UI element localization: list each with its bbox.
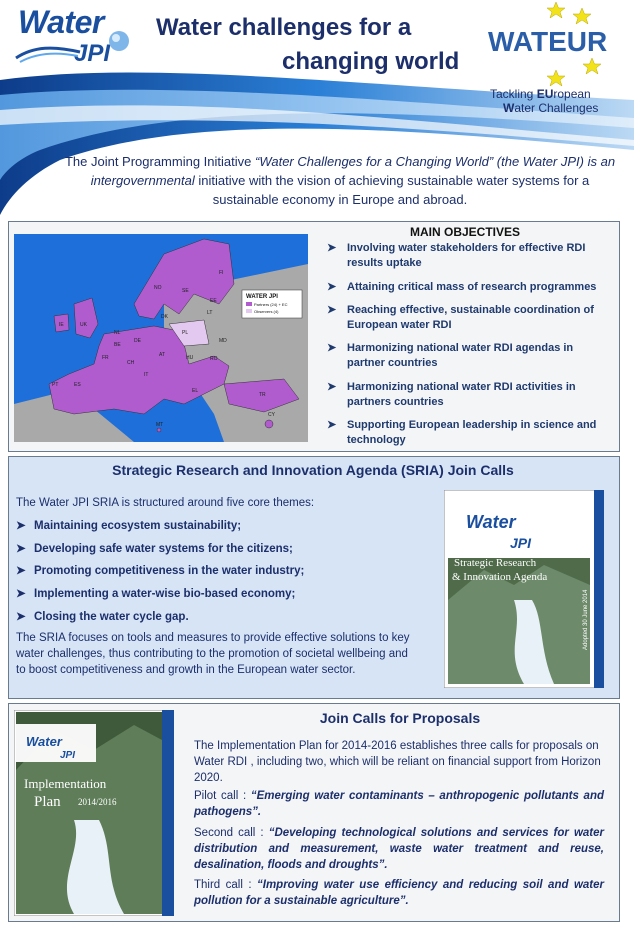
arrow-bullet-icon: ➤ [327, 304, 337, 316]
sria-theme-text: Developing safe water systems for the citizens; [34, 543, 293, 555]
map-country-label: MT [156, 422, 164, 428]
sria-theme-text: Promoting competitiveness in the water industry; [34, 565, 305, 577]
impl-cover-title2: Plan [34, 794, 61, 810]
third-call-label: Third call : [194, 879, 258, 891]
sria-cover-date: Adopted 30 June 2014 [583, 589, 589, 650]
tagline-text-3: ater Challenges [514, 101, 599, 115]
arrow-bullet-icon: ➤ [327, 381, 337, 393]
sria-cover-logo: Water [466, 512, 516, 532]
sria-theme-text: Closing the water cycle gap. [34, 611, 189, 623]
third-call [194, 877, 604, 909]
logo-jpi-text: JPI [74, 40, 111, 67]
map-legend-observers: Observers (4) [254, 309, 279, 314]
map-country-label: RO [210, 356, 218, 362]
sria-cover-title1: Strategic Research [454, 557, 537, 569]
objective-item [327, 303, 612, 333]
objective-item [327, 341, 612, 371]
sria-theme [16, 563, 304, 577]
objective-text: Involving water stakeholders for effective RDI results uptake [347, 242, 586, 269]
map-country-label: NL [114, 330, 121, 336]
sria-theme-text: Implementing a water-wise bio-based economy; [34, 588, 296, 600]
sria-theme [16, 518, 241, 532]
intro-paragraph [60, 152, 620, 209]
sria-title: Strategic Research and Innovation Agenda (SRIA) Join Calls [112, 462, 514, 478]
map-country-label: IE [59, 322, 64, 328]
objective-text: Reaching effective, sustainable coordination of European water RDI [347, 304, 594, 331]
arrow-bullet-icon: ➤ [16, 588, 26, 600]
arrow-bullet-icon: ➤ [16, 543, 26, 555]
pilot-call [194, 788, 604, 820]
europe-map [14, 234, 308, 442]
map-country-label: HU [186, 355, 194, 361]
arrow-bullet-icon: ➤ [16, 520, 26, 532]
map-country-label: FR [102, 355, 109, 361]
map-country-label: TR [259, 392, 266, 398]
sria-intro: The Water JPI SRIA is structured around five core themes: [16, 497, 315, 509]
tagline-text-1: Tackling [490, 87, 537, 101]
arrow-bullet-icon: ➤ [327, 342, 337, 354]
intro-text-2: initiative with the vision of achieving sustainable water systems for a sustainable economy in Europe and abroad. [194, 173, 590, 207]
map-country-label: UK [80, 322, 87, 328]
page-title-line1: Water challenges for a [156, 14, 412, 41]
objective-text: Supporting European leadership in science and technology [347, 419, 597, 446]
arrow-bullet-icon: ➤ [327, 419, 337, 431]
sria-theme [16, 541, 293, 555]
sria-theme [16, 586, 295, 600]
arrow-bullet-icon: ➤ [16, 565, 26, 577]
sria-cover-image [444, 490, 604, 688]
map-country-label: CH [127, 360, 135, 366]
objective-text: Attaining critical mass of research programmes [347, 281, 597, 293]
impl-cover-title1: Implementation [24, 776, 107, 791]
impl-cover-years: 2014/2016 [78, 797, 117, 807]
map-country-label: MD [219, 338, 227, 344]
wave-swoosh-icon [14, 42, 84, 64]
map-country-label: LT [207, 310, 213, 316]
map-country-label: EL [192, 388, 199, 394]
arrow-bullet-icon: ➤ [327, 281, 337, 293]
impl-cover-jpi: JPI [60, 750, 76, 761]
objective-text: Harmonizing national water RDI agendas in partner countries [347, 342, 574, 369]
intro-italic: “Water Challenges for a Changing World” (the Water JPI) is an intergovernmental [90, 154, 616, 188]
globe-icon [108, 30, 130, 52]
map-country-label: SE [182, 288, 189, 294]
objective-item [327, 280, 612, 295]
logo-water-text: Water [18, 4, 104, 40]
map-country-label: PT [52, 382, 59, 388]
calls-title: Join Calls for Proposals [319, 710, 481, 726]
map-country-label: AT [159, 352, 166, 358]
pilot-call-label: Pilot call : [194, 790, 251, 802]
objective-item [327, 380, 612, 410]
objective-text: Harmonizing national water RDI activities in partners countries [347, 381, 576, 408]
map-country-label: NO [154, 285, 162, 291]
map-country-label: EE [210, 298, 217, 304]
map-country-label: DE [134, 338, 141, 344]
wateur-tagline-2 [503, 101, 598, 115]
second-call-label: Second call : [194, 827, 269, 839]
map-country-label: BE [114, 342, 121, 348]
water-jpi-logo [14, 4, 134, 74]
sria-theme-text: Maintaining ecosystem sustainability; [34, 520, 242, 532]
intro-text-1: The Joint Programming Initiative [64, 154, 255, 169]
impl-cover-logo: Water [26, 734, 62, 749]
map-country-label: ES [74, 382, 81, 388]
map-country-label: PL [182, 330, 189, 336]
sria-cover-title2: & Innovation Agenda [452, 571, 548, 583]
map-country-label: CY [268, 412, 275, 418]
map-country-label: FI [219, 270, 224, 276]
map-legend-title: WATER JPI [246, 294, 278, 300]
sria-cover-jpi: JPI [510, 535, 532, 551]
calls-intro: The Implementation Plan for 2014-2016 establishes three calls for proposals on Water RDI , including two, which will be reliant on financial support from Horizon 2020. [194, 740, 601, 784]
tagline-text-2: ropean [553, 87, 591, 101]
objective-item [327, 241, 612, 271]
second-call-text: “Developing technological solutions and services for water distribution and measurement, waste water treatment and reuse, desalination, floods and droughts”. [194, 827, 604, 871]
page-title-line2: changing world [282, 48, 460, 75]
tagline-bold-1: EU [536, 87, 554, 101]
sria-body: The SRIA focuses on tools and measures to provide effective solutions to key water challenges, thus contributing to the promotion of societal wellbeing and to boost competitiveness and growth in the European water sector. [16, 632, 410, 676]
map-country-label: IT [144, 372, 149, 378]
objectives-title: MAIN OBJECTIVES [409, 225, 520, 239]
objective-item [327, 418, 612, 448]
wateur-logo: WATEUR [488, 26, 608, 57]
tagline-bold-2: W [503, 101, 515, 115]
arrow-bullet-icon: ➤ [327, 242, 337, 254]
second-call [194, 825, 604, 873]
map-country-label: DK [161, 314, 168, 320]
pilot-call-text: “Emerging water contaminants – anthropogenic pollutants and pathogens”. [194, 790, 604, 818]
arrow-bullet-icon: ➤ [16, 611, 26, 623]
third-call-text: “Improving water use efficiency and reducing soil and water pollution for a sustainable agriculture”. [194, 879, 604, 907]
sria-theme [16, 609, 189, 623]
implementation-plan-cover [14, 710, 174, 916]
wateur-tagline [490, 88, 591, 101]
map-legend-partners: Partners (24) + EC [254, 302, 288, 307]
